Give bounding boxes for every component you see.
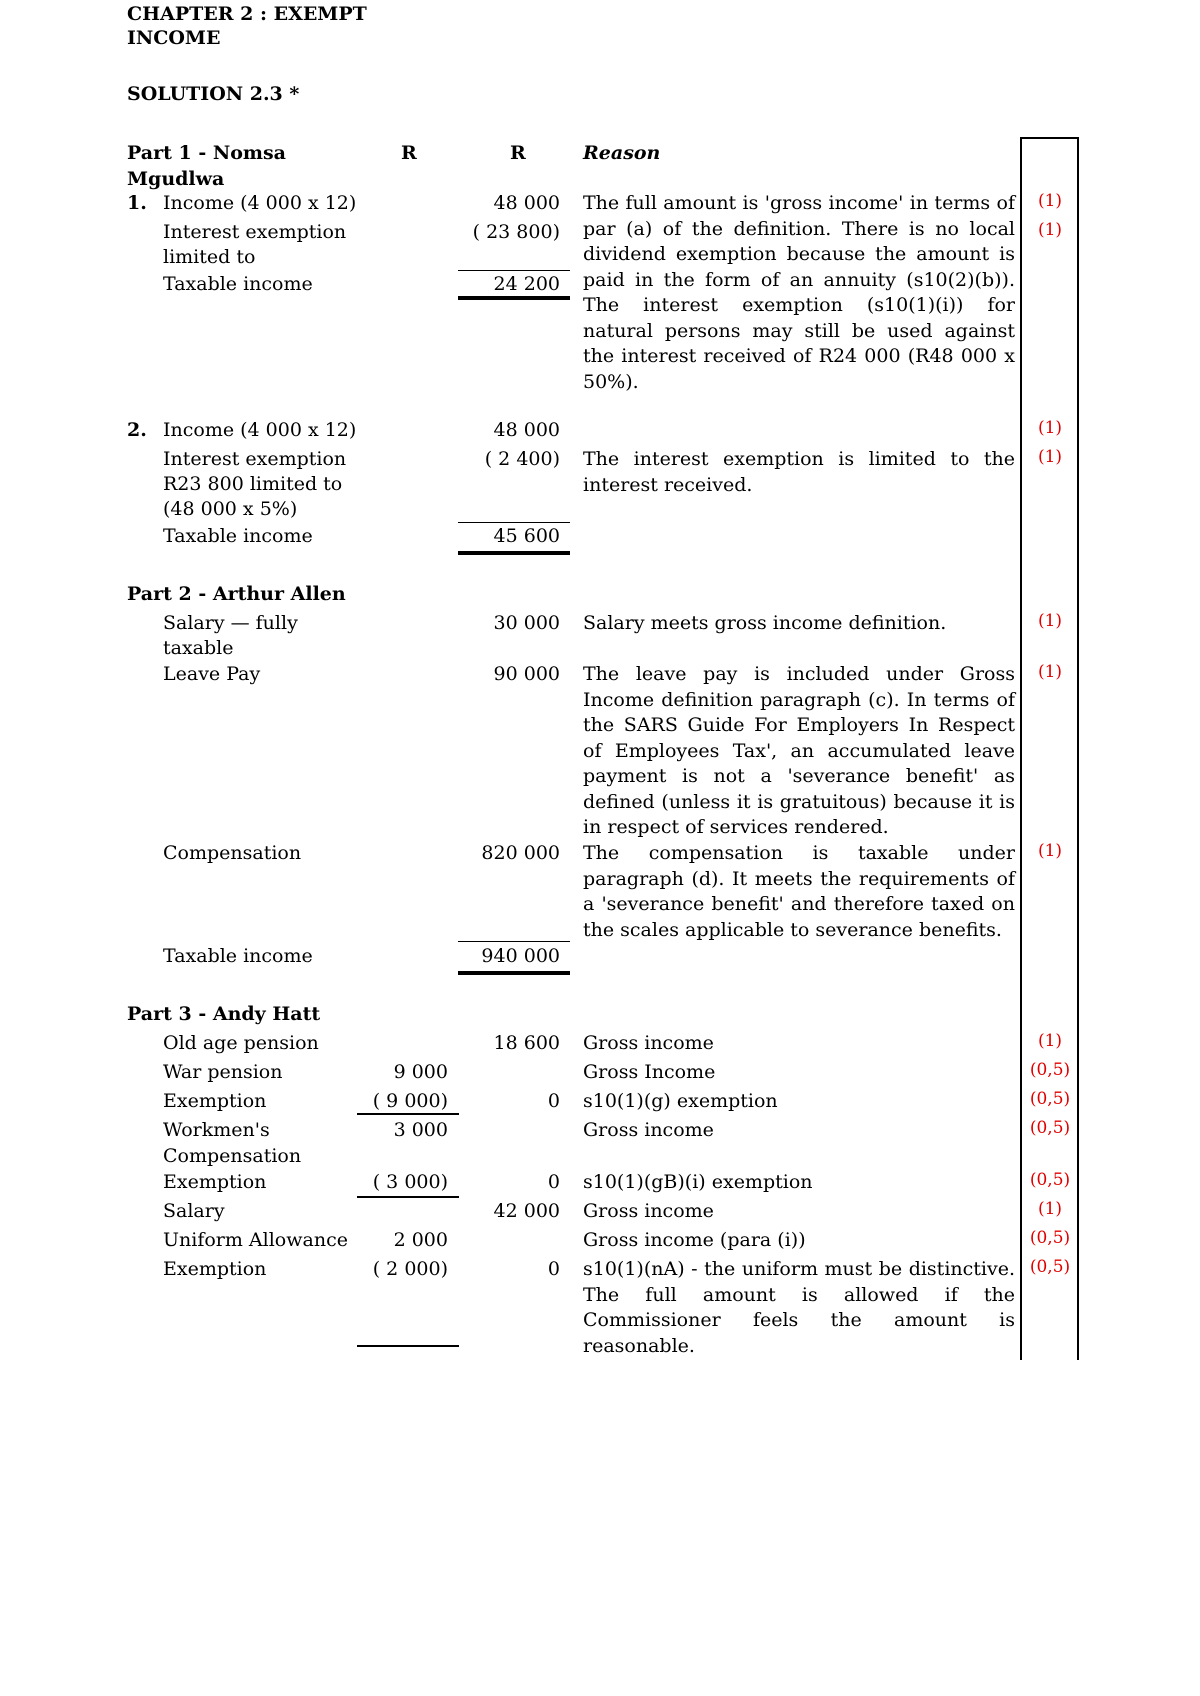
q2-income-label: Income (4 000 x 12): [163, 419, 357, 441]
part3-row-mark: (1): [1037, 1031, 1063, 1051]
part3-row-r1: ( 9 000): [372, 1090, 448, 1112]
q1-taxable-label: Taxable income: [163, 273, 313, 295]
q2-subtotal-line: [458, 522, 570, 523]
part2-taxable-value: 940 000: [481, 945, 560, 967]
marks-column-right-border: [1077, 137, 1079, 1360]
chapter-title-line2: INCOME: [127, 27, 221, 49]
part2-leave-value: 90 000: [493, 663, 560, 685]
part1-heading-line1: Part 1 - Nomsa: [127, 142, 286, 164]
part3-row-mark: (0,5): [1029, 1257, 1071, 1277]
part2-taxable-label: Taxable income: [163, 945, 313, 967]
part2-comp-mark: (1): [1037, 841, 1063, 861]
part3-row-r2: 0: [547, 1090, 560, 1112]
part3-row-label: Workmen's: [163, 1119, 270, 1141]
q1-exempt-label-2: limited to: [163, 246, 256, 268]
part3-row-r2: 0: [547, 1258, 560, 1280]
part2-subtotal-line: [458, 941, 570, 942]
q2-taxable-label: Taxable income: [163, 525, 313, 547]
solution-title: SOLUTION 2.3 *: [127, 83, 300, 105]
part3-row-r1: ( 2 000): [372, 1258, 448, 1280]
marks-column-left-border: [1020, 137, 1022, 1360]
column-r2-header: R: [510, 142, 526, 164]
q1-subtotal-line: [458, 270, 570, 271]
part3-row-label: Exemption: [163, 1171, 267, 1193]
q1-total-double-line: [458, 296, 570, 300]
part2-total-double-line: [458, 971, 570, 975]
part2-salary-mark: (1): [1037, 611, 1063, 631]
part2-heading: Part 2 - Arthur Allen: [127, 583, 346, 605]
part3-row-label: Exemption: [163, 1090, 267, 1112]
q2-income-value: 48 000: [493, 419, 560, 441]
part2-comp-value: 820 000: [481, 842, 560, 864]
q2-number: 2.: [127, 419, 147, 441]
part3-row-reason: s10(1)(g) exemption: [583, 1090, 778, 1112]
part3-row-reason: Gross income: [583, 1119, 714, 1141]
part3-row-r1: 9 000: [393, 1061, 448, 1083]
part3-row-reason: Gross income: [583, 1200, 714, 1222]
part3-row-mark: (0,5): [1029, 1170, 1071, 1190]
q2-reason: The interest exemption is limited to the interest received.: [583, 448, 1015, 496]
q2-total-double-line: [458, 551, 570, 555]
part2-leave-reason: The leave pay is included under Gross Income definition paragraph (c). In terms of the SARS Guide For Employers In Respect of Employees Tax', an accumulated leave payment is not a 'severance benefit' as defined (unless it is gratuitous) because it is in respect of services rendered.: [583, 663, 1015, 838]
part3-row-r1: ( 3 000): [372, 1171, 448, 1193]
part3-row-label: Uniform Allowance: [163, 1229, 348, 1251]
q2-mark-1: (1): [1037, 418, 1063, 438]
part3-row-mark: (1): [1037, 1199, 1063, 1219]
part3-row-label: Exemption: [163, 1258, 267, 1280]
marks-column-top-border: [1020, 137, 1079, 139]
column-reason-header: Reason: [583, 142, 661, 164]
q1-income-value: 48 000: [493, 192, 560, 214]
part3-workmens-line: [357, 1196, 459, 1198]
part1-heading-line2: Mgudlwa: [127, 168, 225, 190]
q2-taxable-value: 45 600: [493, 525, 560, 547]
part3-row-r2: 0: [547, 1171, 560, 1193]
part2-leave-mark: (1): [1037, 662, 1063, 682]
q1-taxable-value: 24 200: [493, 273, 560, 295]
part2-comp-reason: The compensation is taxable under paragraph (d). It meets the requirements of a 'severance benefit' and therefore taxed on the scales applicable to severance benefits.: [583, 842, 1015, 941]
part3-war-pension-line: [357, 1113, 459, 1115]
part2-salary-label-1: Salary — fully: [163, 612, 298, 634]
part3-row-mark: (0,5): [1029, 1089, 1071, 1109]
column-r1-header: R: [401, 142, 417, 164]
part3-row-r1: 3 000: [393, 1119, 448, 1141]
chapter-title-line1: CHAPTER 2 : EXEMPT: [127, 3, 367, 25]
q1-reason: The full amount is 'gross income' in terms of par (a) of the definition. There is no local dividend exemption because the amount is paid in the form of an annuity (s10(2)(b)). The interest exemption (s10(1)(i)) for natural persons may still be used against the interest received of R24 000 (R48 000 x 50%).: [583, 192, 1015, 393]
q2-exempt-value: ( 2 400): [484, 448, 560, 470]
part3-row-label: Salary: [163, 1200, 225, 1222]
q1-exempt-label-1: Interest exemption: [163, 221, 347, 243]
q1-exempt-value: ( 23 800): [472, 221, 560, 243]
q1-number: 1.: [127, 192, 147, 214]
part3-row-reason: Gross Income: [583, 1061, 716, 1083]
part2-salary-label-2: taxable: [163, 637, 234, 659]
part2-leave-label: Leave Pay: [163, 663, 261, 685]
q2-exempt-label-3: (48 000 x 5%): [163, 498, 298, 520]
part3-row-mark: (0,5): [1029, 1118, 1071, 1138]
part3-row-reason: s10(1)(nA) - the uniform must be distinctive. The full amount is allowed if the Commissioner feels the amount is reasonable.: [583, 1258, 1015, 1357]
part3-row-r1: 2 000: [393, 1229, 448, 1251]
q1-mark-2: (1): [1037, 220, 1063, 240]
part2-comp-label: Compensation: [163, 842, 302, 864]
part3-row-r2: 18 600: [493, 1032, 560, 1054]
part3-row-mark: (0,5): [1029, 1228, 1071, 1248]
part3-row-r2: 42 000: [493, 1200, 560, 1222]
q2-exempt-label-1: Interest exemption: [163, 448, 347, 470]
q1-mark-1: (1): [1037, 191, 1063, 211]
part2-salary-reason: Salary meets gross income definition.: [583, 612, 947, 634]
part3-bottom-line: [357, 1345, 459, 1347]
part3-row-label: Old age pension: [163, 1032, 319, 1054]
part3-row-label-2: Compensation: [163, 1145, 302, 1167]
part3-row-reason: Gross income (para (i)): [583, 1229, 806, 1251]
part2-salary-value: 30 000: [493, 612, 560, 634]
q2-exempt-label-2: R23 800 limited to: [163, 473, 343, 495]
q2-mark-2: (1): [1037, 447, 1063, 467]
part3-row-reason: Gross income: [583, 1032, 714, 1054]
part3-heading: Part 3 - Andy Hatt: [127, 1003, 321, 1025]
part3-row-reason: s10(1)(gB)(i) exemption: [583, 1171, 813, 1193]
part3-row-mark: (0,5): [1029, 1060, 1071, 1080]
q1-income-label: Income (4 000 x 12): [163, 192, 357, 214]
part3-row-label: War pension: [163, 1061, 283, 1083]
